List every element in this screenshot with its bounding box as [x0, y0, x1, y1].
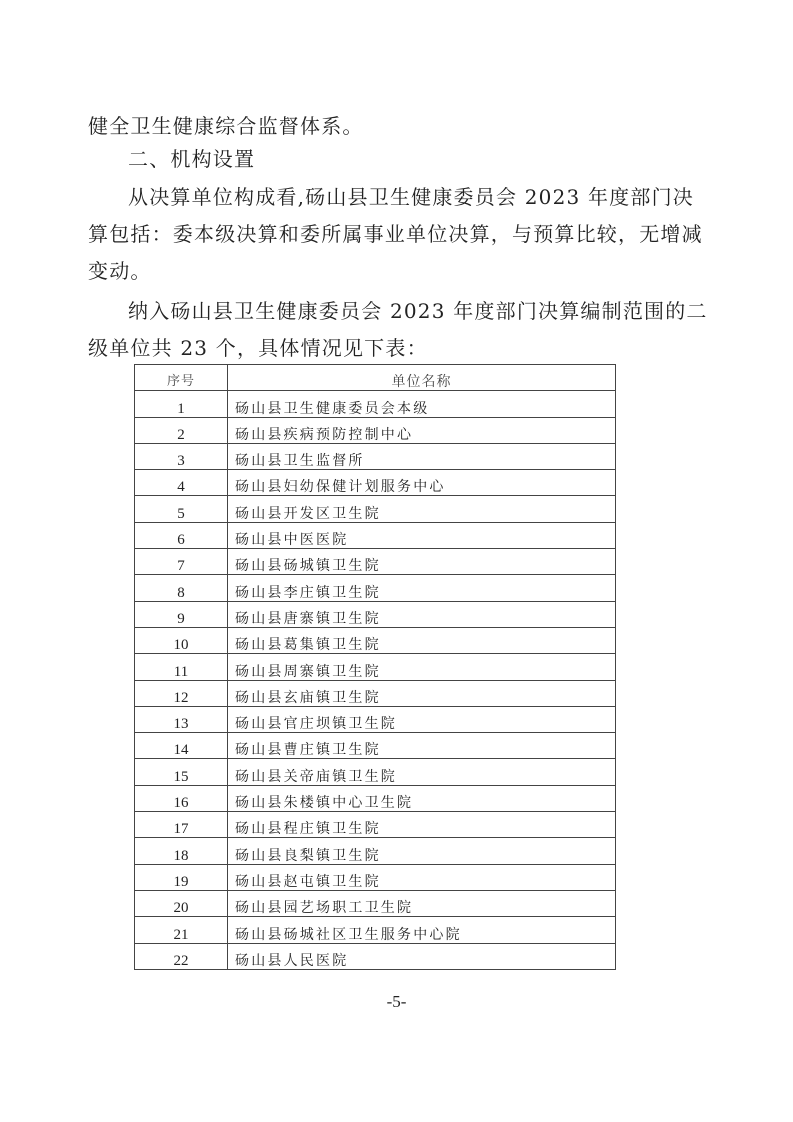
row-unit-name: 砀山县曹庄镇卫生院 — [228, 733, 616, 759]
header-unit-name: 单位名称 — [228, 365, 616, 391]
row-index: 16 — [135, 785, 228, 811]
row-index: 20 — [135, 890, 228, 916]
row-index: 2 — [135, 417, 228, 443]
page-number: -5- — [386, 992, 407, 1011]
table-row — [135, 706, 616, 732]
table-row — [135, 680, 616, 706]
row-unit-name: 砀山县朱楼镇中心卫生院 — [228, 785, 616, 811]
row-unit-name: 砀山县人民医院 — [228, 943, 616, 969]
table-row — [135, 838, 616, 864]
row-unit-name: 砀山县李庄镇卫生院 — [228, 575, 616, 601]
table-row — [135, 496, 616, 522]
row-unit-name: 砀山县中医医院 — [228, 522, 616, 548]
table-row — [135, 917, 616, 943]
table-row — [135, 522, 616, 548]
table-row — [135, 785, 616, 811]
row-index: 19 — [135, 864, 228, 890]
row-unit-name: 砀山县砀城社区卫生服务中心院 — [228, 917, 616, 943]
row-index: 1 — [135, 391, 228, 417]
row-index: 18 — [135, 838, 228, 864]
table-row — [135, 470, 616, 496]
row-index: 6 — [135, 522, 228, 548]
row-unit-name: 砀山县程庄镇卫生院 — [228, 812, 616, 838]
table-row — [135, 812, 616, 838]
row-index: 13 — [135, 706, 228, 732]
row-unit-name: 砀山县关帝庙镇卫生院 — [228, 759, 616, 785]
row-unit-name: 砀山县赵屯镇卫生院 — [228, 864, 616, 890]
row-index: 5 — [135, 496, 228, 522]
row-index: 21 — [135, 917, 228, 943]
row-unit-name: 砀山县卫生监督所 — [228, 443, 616, 469]
row-unit-name: 砀山县园艺场职工卫生院 — [228, 890, 616, 916]
table-row — [135, 943, 616, 969]
row-index: 4 — [135, 470, 228, 496]
table-row — [135, 417, 616, 443]
row-index: 22 — [135, 943, 228, 969]
row-unit-name: 砀山县唐寨镇卫生院 — [228, 601, 616, 627]
table-row — [135, 733, 616, 759]
row-index: 14 — [135, 733, 228, 759]
paragraph-units: 从决算单位构成看,砀山县卫生健康委员会 2023 年度部门决算包括：委本级决算和委所属事业单位决算，与预算比较，无增减变动。 — [88, 185, 703, 283]
row-unit-name: 砀山县妇幼保健计划服务中心 — [228, 470, 616, 496]
row-index: 9 — [135, 601, 228, 627]
table-row — [135, 443, 616, 469]
table-row — [135, 575, 616, 601]
table-row — [135, 654, 616, 680]
paragraph-continuation: 健全卫生健康综合监督体系。 — [88, 114, 364, 138]
table-row — [135, 759, 616, 785]
row-index: 8 — [135, 575, 228, 601]
row-index: 10 — [135, 627, 228, 653]
table-row — [135, 549, 616, 575]
row-index: 15 — [135, 759, 228, 785]
row-unit-name: 砀山县官庄坝镇卫生院 — [228, 706, 616, 732]
row-unit-name: 砀山县卫生健康委员会本级 — [228, 391, 616, 417]
table-row — [135, 890, 616, 916]
row-unit-name: 砀山县疾病预防控制中心 — [228, 417, 616, 443]
row-index: 11 — [135, 654, 228, 680]
row-unit-name: 砀山县周寨镇卫生院 — [228, 654, 616, 680]
row-index: 3 — [135, 443, 228, 469]
table-row — [135, 864, 616, 890]
row-unit-name: 砀山县良梨镇卫生院 — [228, 838, 616, 864]
table-row — [135, 627, 616, 653]
table-header-row — [135, 365, 616, 391]
units-table — [134, 364, 616, 970]
header-index: 序号 — [135, 365, 228, 391]
section-heading: 二、机构设置 — [128, 147, 256, 171]
paragraph-scope: 纳入砀山县卫生健康委员会 2023 年度部门决算编制范围的二级单位共 23 个，具体情况见下表： — [88, 299, 708, 360]
row-index: 17 — [135, 812, 228, 838]
row-unit-name: 砀山县砀城镇卫生院 — [228, 549, 616, 575]
row-index: 12 — [135, 680, 228, 706]
table-row — [135, 391, 616, 417]
row-unit-name: 砀山县葛集镇卫生院 — [228, 627, 616, 653]
row-unit-name: 砀山县开发区卫生院 — [228, 496, 616, 522]
table-row — [135, 601, 616, 627]
row-index: 7 — [135, 549, 228, 575]
row-unit-name: 砀山县玄庙镇卫生院 — [228, 680, 616, 706]
